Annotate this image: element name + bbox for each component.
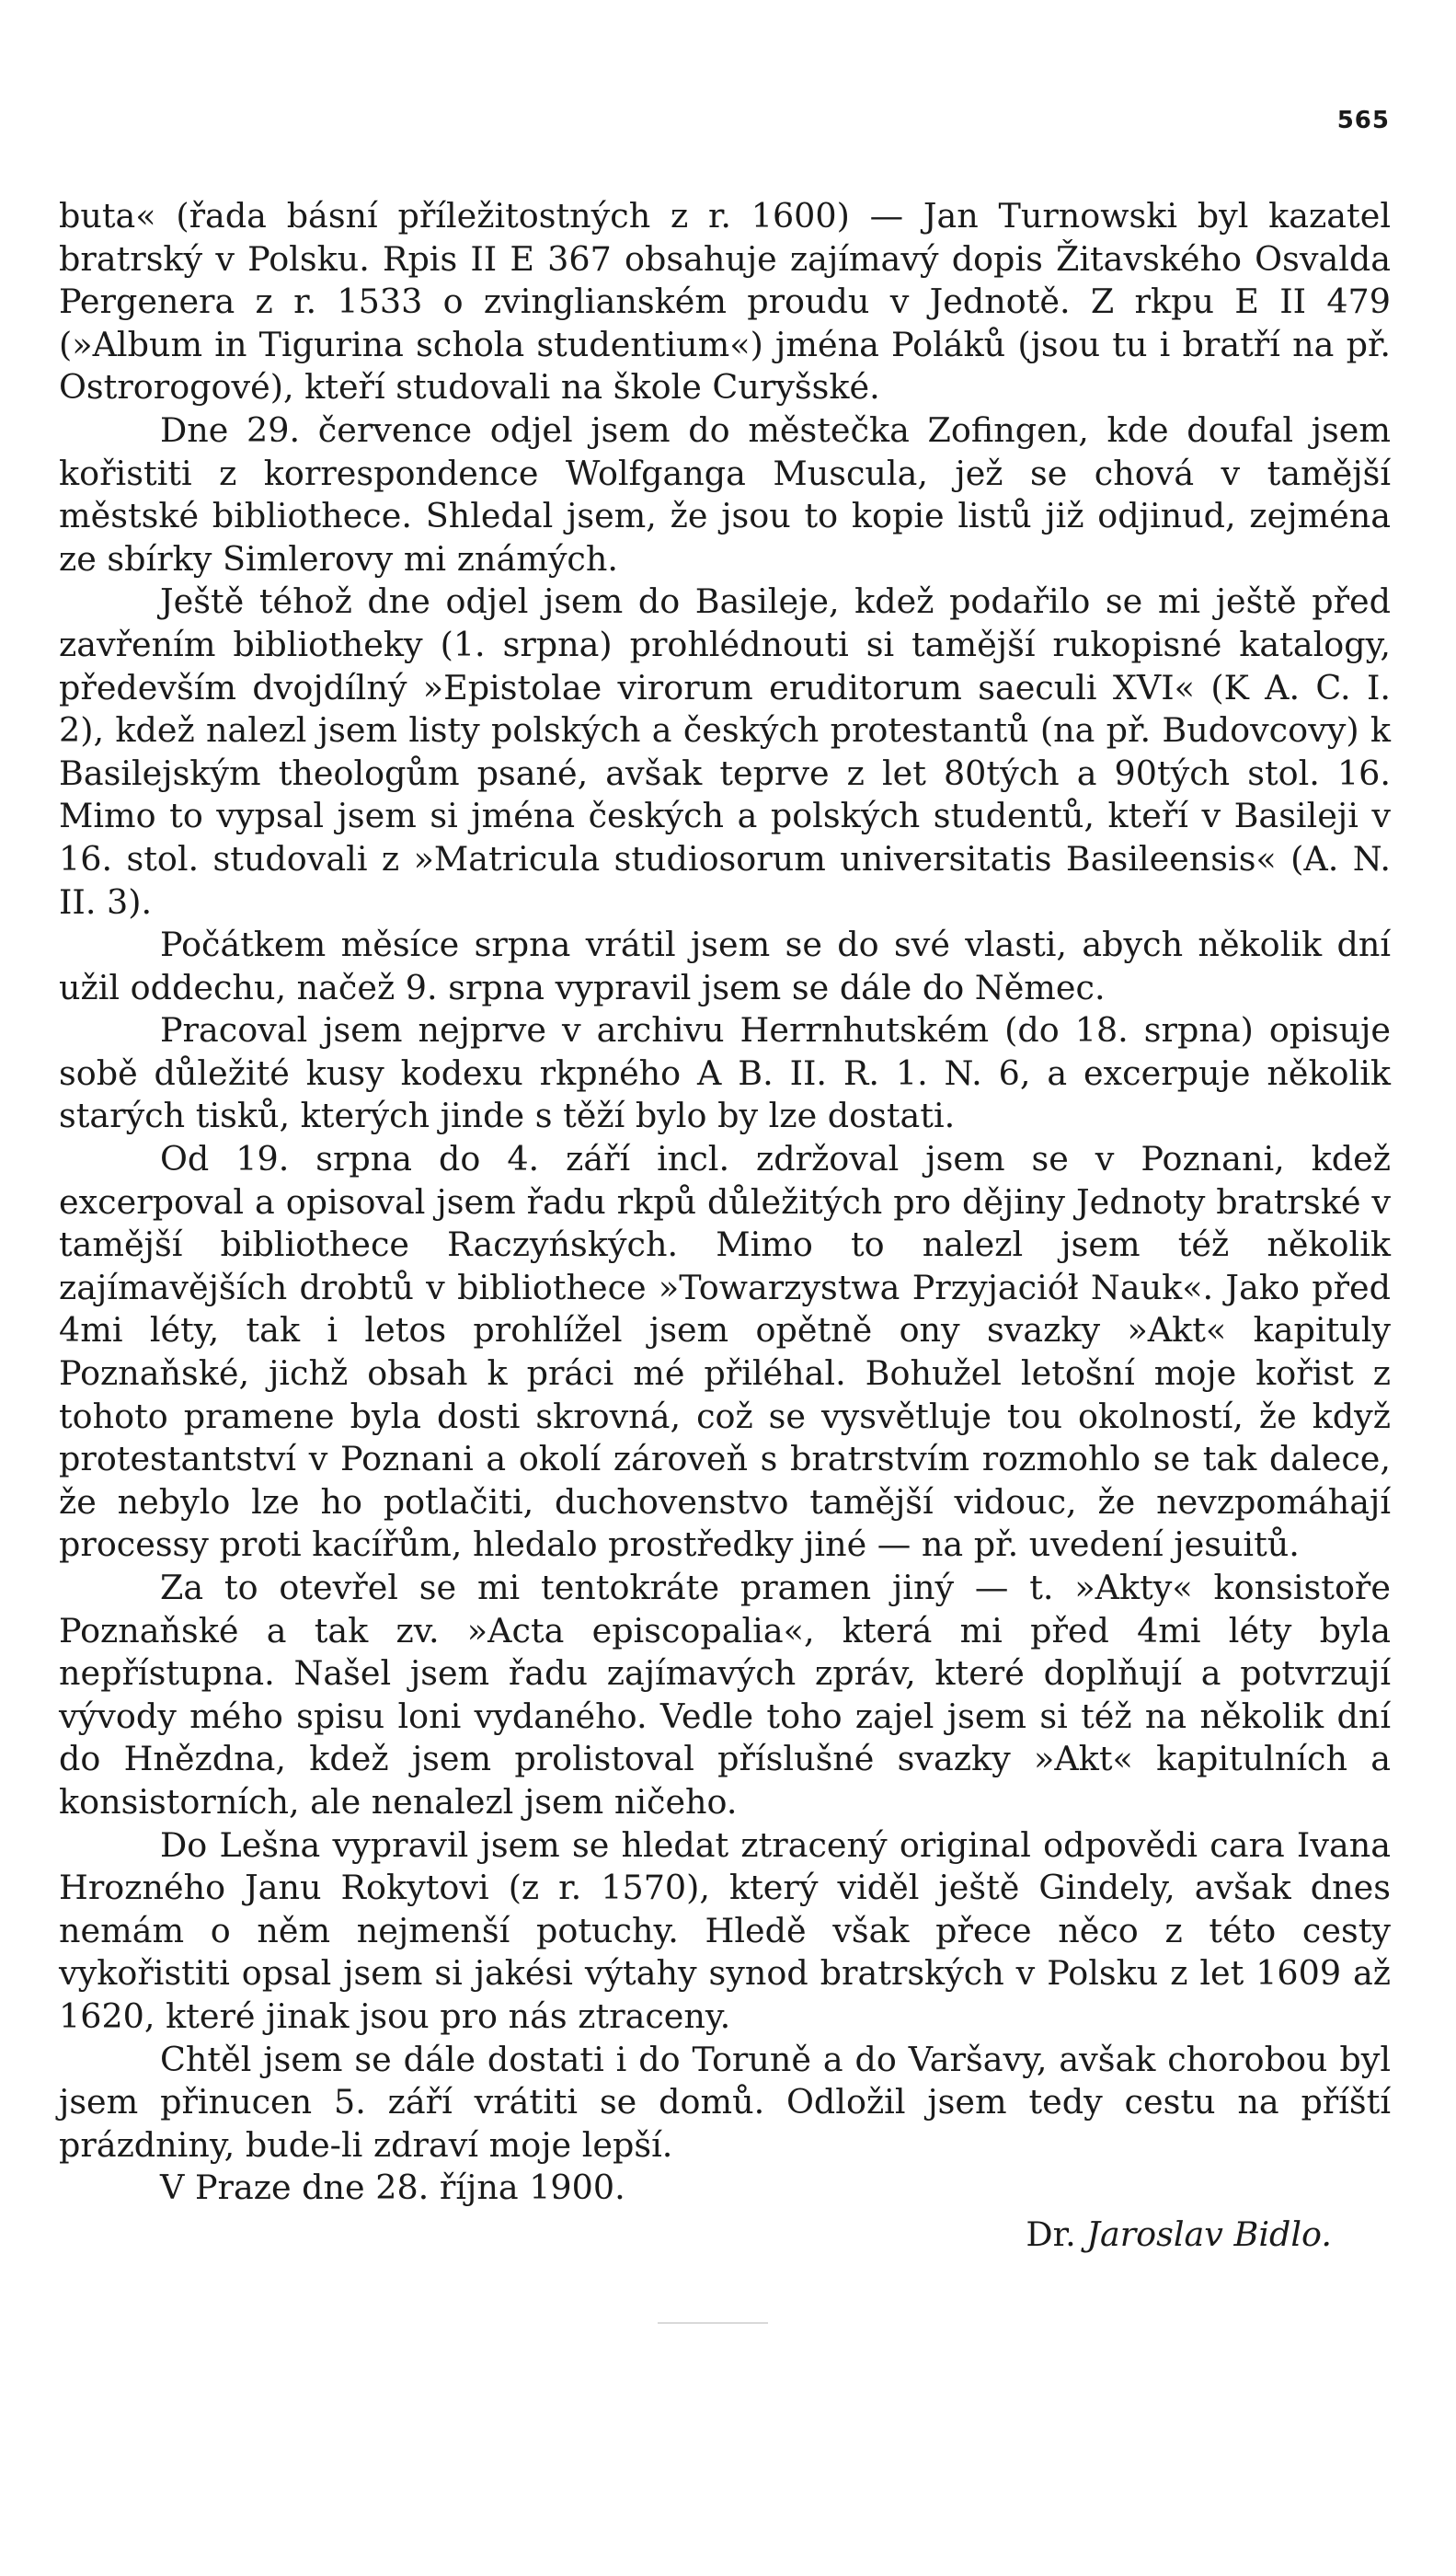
paragraph-return-home: Počátkem měsíce srpna vrátil jsem se do své vlasti, abych několik dní užil oddechu, načež 9. srpna vypravil jsem se dále do Němec. (59, 925, 1391, 1007)
paragraph-leszno: Do Lešna vypravil jsem se hledat ztracený original odpovědi cara Ivana Hrozného Janu Rokytovi (z r. 1570), který viděl ještě Gindely, avšak dnes nemám o něm nejmenší potuchy. Hledě však přece něco z této cesty vykořistiti opsal jsem si jakési výtahy synod bratrských v Polsku z let 1609 až 1620, které jinak jsou pro nás ztraceny. (59, 1824, 1391, 2036)
paragraph-zofingen: Dne 29. července odjel jsem do městečka Zofingen, kde doufal jsem kořistiti z korrespondence Wolfganga Muscula, jež se chová v tamější městské bibliothece. Shledal jsem, že jsou to kopie listů již odjinud, zejména ze sbírky Simlerovy mi známých. (59, 409, 1391, 579)
dateline: V Praze dne 28. října 1900. (160, 2168, 625, 2208)
paragraph-consistory: Za to otevřel se mi tentokráte pramen jiný — t. »Akty« konsistoře Poznaňské a tak zv. »Acta episcopalia«, která mi před 4mi léty byla nepřístupna. Našel jsem řadu zajímavých zpráv, které doplňují a potvrzují vývody mého spisu loni vydaného. Vedle toho zajel jsem si též na několik dní do Hnězdna, kdež jsem prolistoval příslušné svazky »Akt« kapitulních a konsistorních, ale nenalezl jsem ničeho. (59, 1568, 1391, 1822)
paragraph-poznan: Od 19. srpna do 4. září incl. zdržoval jsem se v Poznani, kdež excerpoval a opisoval jsem řadu rkpů důležitých pro dějiny Jednoty bratrské v tamější bibliothece Raczyńských. Mimo to nalezl jsem též několik zajímavějších drobtů v bibliothece »Towarzystwa Przyjaciół Nauk«. Jako před 4mi léty, tak i letos prohlížel jsem opětně ony svazky »Akt« kapituly Poznaňské, jichž obsah k práci mé přiléhal. Bohužel letošní moje kořist z tohoto pramene byla dosti skrovná, což se vysvětluje tou okolností, že když protestantství v Poznani a okolí zároveň s bratrstvím rozmohlo se tak dalece, že nebylo lze ho potlačiti, duchovenstvo tamější vidouc, že nevzpomáhají processy proti kacířům, hledalo prostředky jiné — na př. uvedení jesuitů. (59, 1139, 1391, 1565)
signature-row (59, 2210, 1391, 2265)
signature (1026, 2214, 1332, 2256)
end-divider (658, 2322, 768, 2324)
paragraph-torun-warsaw: Chtěl jsem se dále dostati i do Toruně a do Varšavy, avšak chorobou byl jsem přinucen 5. září vrátiti se domů. Odložil jsem tedy cestu na příští prázdniny, bude-li zdraví moje lepší. (59, 2039, 1391, 2165)
paragraph-continuation: buta« (řada básní příležitostných z r. 1600) — Jan Turnowski byl kazatel bratrský v Polsku. Rpis II E 367 obsahuje zajímavý dopis Žitavského Osvalda Pergenera z r. 1533 o zvinglianském proudu v Jednotě. Z rkpu E II 479 (»Album in Tigurina schola studentium«) jména Poláků (jsou tu i bratří na př. Ostrorogové), kteří studovali na škole Curyšské. (59, 196, 1391, 408)
signature-title: Dr. (1026, 2214, 1076, 2254)
paragraph-herrnhut: Pracoval jsem nejprve v archivu Herrnhutském (do 18. srpna) opisuje sobě důležité kusy kodexu rkpného A B. II. R. 1. N. 6, a excerpuje několik starých tisků, kterých jinde s těží bylo by lze dostati. (59, 1010, 1391, 1136)
page-number: 565 (1336, 107, 1390, 134)
paragraph-basel: Ještě téhož dne odjel jsem do Basileje, kdež podařilo se mi ještě před zavřením bibliotheky (1. srpna) prohlédnouti si tamější rukopisné katalogy, především dvojdílný »Epistolae virorum eruditorum saeculi XVI« (K A. C. I. 2), kdež nalezl jsem listy polských a českých protestantů (na př. Budovcovy) k Basilejským theologům psané, avšak teprve z let 80tých a 90tých stol. 16. Mimo to vypsal jsem si jména českých a polských studentů, kteří v Basileji v 16. stol. studovali z »Matricula studiosorum universitatis Basileensis« (A. N. II. 3). (59, 581, 1391, 922)
signature-name: Jaroslav Bidlo. (1086, 2214, 1332, 2254)
article-body (59, 195, 1391, 2265)
